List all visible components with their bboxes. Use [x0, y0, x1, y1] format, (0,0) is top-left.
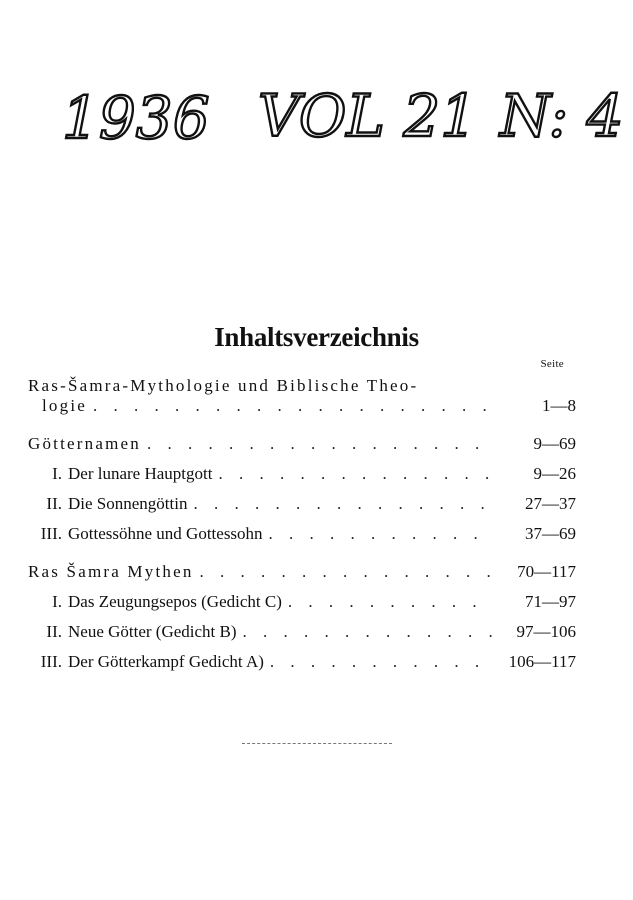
toc-entry [28, 494, 576, 514]
toc-entry [28, 652, 576, 672]
page-title: Inhaltsverzeichnis [214, 322, 419, 352]
leader-dots [193, 494, 494, 514]
toc-entry-title: Der lunare Hauptgott [68, 464, 213, 483]
leader-dots [93, 396, 494, 416]
leader-dots [288, 592, 494, 612]
toc-entry-title: Gottessöhne und Gottessohn [68, 524, 263, 543]
toc-section-row [28, 396, 576, 416]
toc-entry-number: II. [46, 494, 62, 513]
toc-page-range: 70—117 [517, 562, 576, 581]
leader-dots [200, 562, 494, 582]
toc-entry-number: I. [52, 592, 62, 611]
toc-section-title-cont: logie [42, 396, 87, 415]
toc-page-range: 27—37 [525, 494, 576, 513]
handwritten-number: N: 4 [500, 82, 624, 150]
toc-section-title-line [28, 376, 576, 396]
handwritten-year: 1936 [62, 84, 210, 152]
divider-rule [242, 743, 392, 744]
toc-page-range: 106—117 [508, 652, 576, 671]
toc-entry [28, 592, 576, 612]
toc-page-range: 9—26 [533, 464, 576, 483]
handwritten-volume: VOL 21 [258, 82, 478, 150]
leader-dots [243, 622, 494, 642]
toc-entry-title: Die Sonnengöttin [68, 494, 188, 513]
toc-entry [28, 524, 576, 544]
toc-section-title: Götternamen [28, 434, 141, 453]
toc-section-row [28, 434, 576, 454]
table-of-contents [28, 358, 576, 672]
toc-page-range: 37—69 [525, 524, 576, 543]
toc-page-range: 71—97 [525, 592, 576, 611]
handwritten-annotation [0, 78, 633, 158]
toc-page-range: 9—69 [533, 434, 576, 453]
leader-dots [147, 434, 494, 454]
toc-entry-title: Der Götterkampf Gedicht A) [68, 652, 264, 671]
toc-entry-title: Das Zeugungsepos (Gedicht C) [68, 592, 282, 611]
leader-dots [270, 652, 494, 672]
page-column-label: Seite [540, 358, 564, 370]
toc-entry-title: Neue Götter (Gedicht B) [68, 622, 237, 641]
toc-section-title: Ras Šamra Mythen [28, 562, 194, 581]
toc-entry-number: I. [52, 464, 62, 483]
toc-entry-number: II. [46, 622, 62, 641]
toc-page-range: 1—8 [542, 396, 576, 415]
toc-entry [28, 622, 576, 642]
toc-page-range: 97—106 [516, 622, 576, 641]
toc-entry [28, 464, 576, 484]
leader-dots [218, 464, 494, 484]
leader-dots [269, 524, 494, 544]
toc-entry-number: III. [40, 652, 62, 671]
toc-entry-number: III. [40, 524, 62, 543]
toc-section-row [28, 562, 576, 582]
toc-section-title: Ras-Šamra-Mythologie und Biblische Theo- [28, 376, 419, 395]
